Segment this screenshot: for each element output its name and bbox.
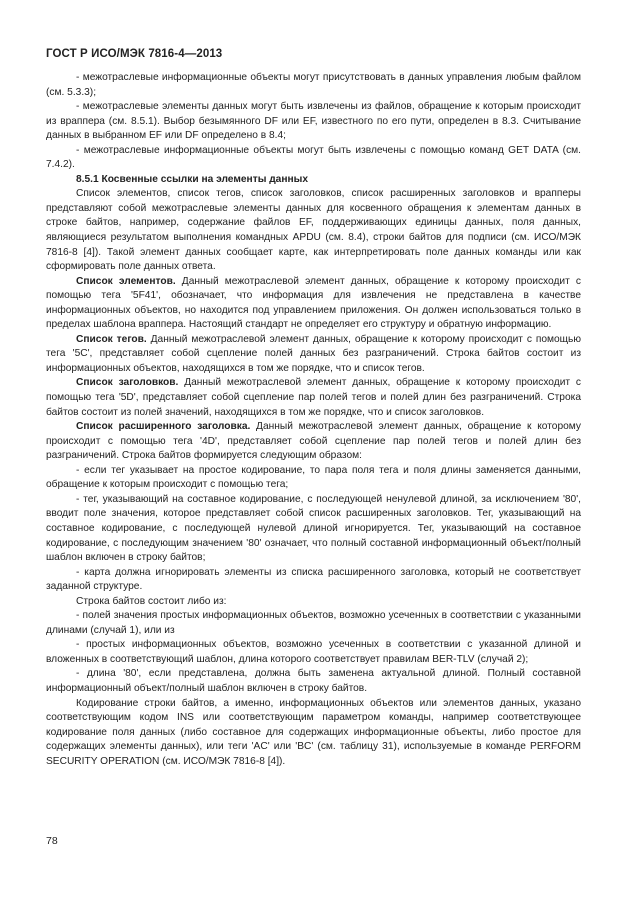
paragraph [46, 420, 581, 464]
paragraph [46, 275, 581, 333]
paragraph [46, 333, 581, 377]
page-body [46, 71, 581, 769]
paragraph: - тег, указывающий на составное кодирование, с последующей ненулевой длиной, за исключением '80', вводит поле значения, которое представляет собой список расширенных заголовков. Тег, указывающий на составное кодирование, с последующей нулевой длиной игнорируется. Тег, указывающий на составное кодирование, с последующим значением '80' означает, что полный составной информационный объект/полный шаблон включен в строку байтов; [46, 493, 581, 564]
paragraph: - межотраслевые элементы данных могут быть извлечены из файлов, обращение к которым происходит из враппера (см. 8.5.1). Выбор безымянного DF или EF, известного по его пути, определен в 8.3. Считывание данных в выбранном EF или DF определено в 8.4; [46, 101, 581, 142]
page-number: 78 [46, 835, 58, 847]
paragraph [46, 376, 581, 420]
document-header: ГОСТ Р ИСО/МЭК 7816-4—2013 [46, 48, 223, 60]
term: Список заголовков. [76, 377, 179, 389]
term: Список расширенного заголовка. [76, 421, 251, 433]
paragraph: - карта должна игнорировать элементы из списка расширенного заголовка, который не соответствует заданной структуре. [46, 566, 581, 593]
paragraph: - межотраслевые информационные объекты могут быть извлечены с помощью команд GET DATA (см. 7.4.2). [46, 144, 581, 171]
paragraph: Список элементов, список тегов, список заголовков, список расширенных заголовков и врапперы представляют собой межотраслевые элементы данных для косвенного обращения к элементам данных в строке байтов, например, содержание файлов EF, поддерживающих единицы данных, поля данных, являющиеся результатом выполнения командных APDU (см. 8.4), строки байтов для подписи (см. ИСО/МЭК 7816-8 [4]). Такой элемент данных сообщает карте, как интерпретировать поле данных команды или как сформировать поле данных ответа. [46, 188, 581, 273]
paragraph: Строка байтов состоит либо из: [76, 595, 227, 607]
paragraph: - если тег указывает на простое кодирование, то пара поля тега и поля длины заменяется данными, обращение к которым происходит с помощью тега; [46, 464, 581, 491]
term: Список тегов. [76, 333, 147, 345]
paragraph-text: Данный межотраслевой элемент данных, обращение к которому происходит с помощью тега '4D', представляет собой сцепление пар полей тегов и полей длин без разграничений. Строка байтов формируется следующим образом: [46, 421, 581, 462]
paragraph-text: Данный межотраслевой элемент данных, обращение к которому происходит с помощью тега '5C', представляет собой сцепление полей данных без разграничений. Строка байтов состоит из информационных объектов, находящихся в том же порядке, что и список тегов. [46, 333, 581, 374]
term: Список элементов. [76, 275, 176, 287]
paragraph-text: Данный межотраслевой элемент данных, обращение к которому происходит с помощью тега '5D', представляет собой сцепление пар полей тегов и полей длин без разграничений. Строка байтов состоит из полей значений, находящихся в том же порядке, что и список заголовков. [46, 377, 581, 418]
paragraph: Кодирование строки байтов, а именно, информационных объектов или элементов данных, указано соответствующим кодом INS или соответствующим параметром команды, например соответствующее кодирование поля данных (либо составное для содержащих информационные объекты, либо простое для содержащих элементы данных), или теги 'AC' или 'BC' (см. таблицу 31), используемые в команде PERFORM SECURITY OPERATION (см. ИСО/МЭК 7816-8 [4]). [46, 697, 581, 767]
paragraph: - полей значения простых информационных объектов, возможно усеченных в соответствии с указанными длинами (случай 1), или из [46, 610, 581, 636]
paragraph-text: Данный межотраслевой элемент данных, обращение к которому происходит с помощью тега '5F41', обозначает, что информация для извлечения не представлена в качестве информационных объектов, но находится под управлением приложения. Он должен использоваться только в пределах шаблона враппера. Настоящий стандарт не определяет его структуру и обратную информацию. [46, 275, 581, 331]
paragraph: - межотраслевые информационные объекты могут присутствовать в данных управления любым файлом (см. 5.3.3); [46, 72, 581, 98]
paragraph: - длина '80', если представлена, должна быть заменена актуальной длиной. Полный составной информационный объект/полный шаблон включен в строку байтов. [46, 668, 581, 694]
section-heading: 8.5.1 Косвенные ссылки на элементы данных [76, 173, 309, 185]
paragraph: - простых информационных объектов, возможно усеченных в соответствии с указанной длиной и вложенных в соответствующий шаблон, длина которого соответствует правилам BER-TLV (случай 2); [46, 639, 581, 665]
